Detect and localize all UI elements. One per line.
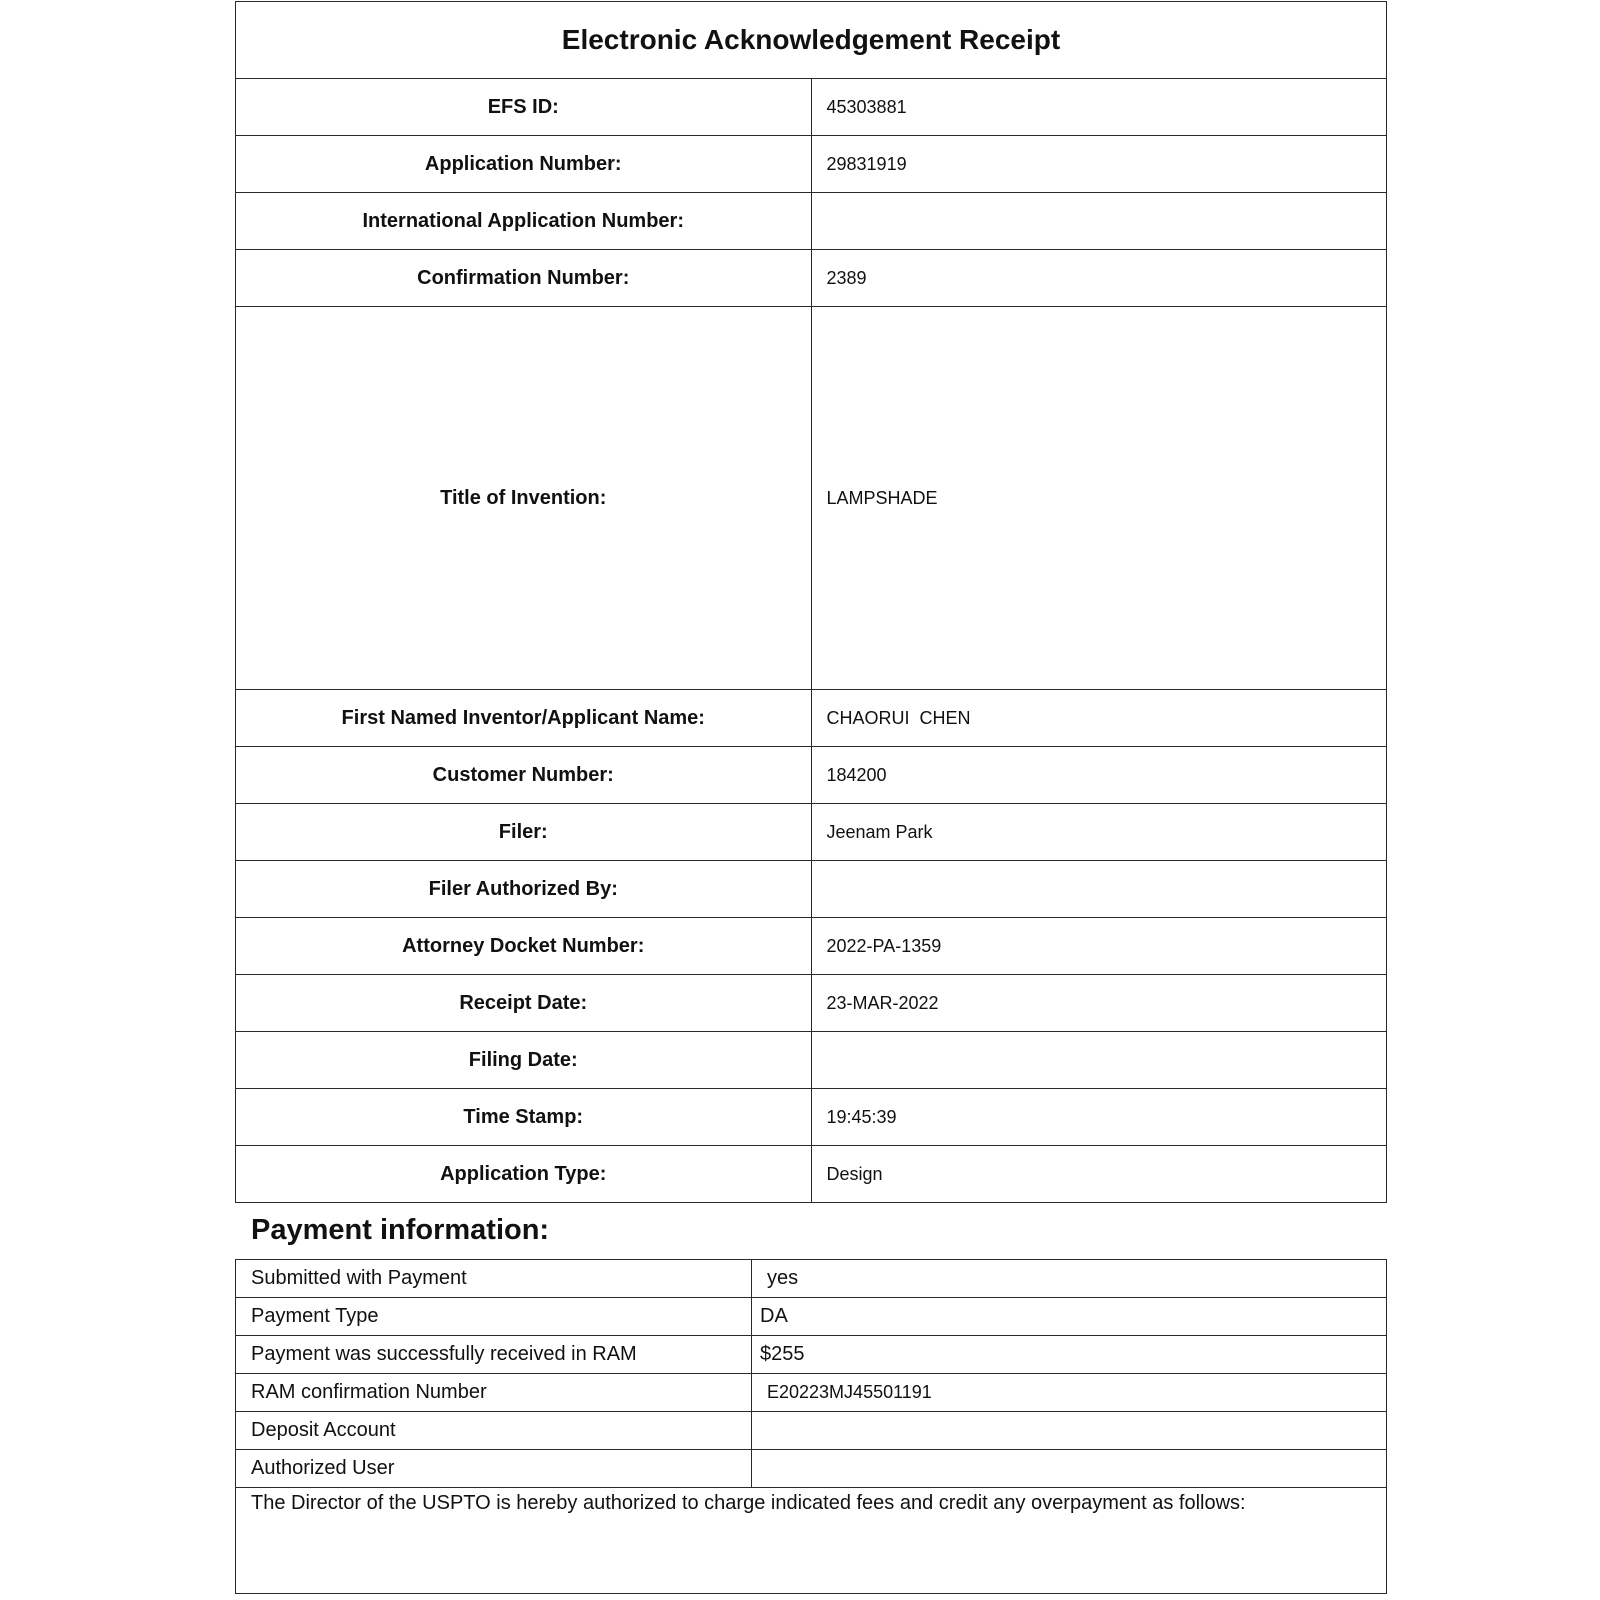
payment-label: Authorized User [236,1450,752,1488]
field-row-receipt-date [236,975,1387,1032]
field-row-title-of-invention [236,307,1387,690]
field-label: International Application Number: [236,193,812,250]
field-value: Design [811,1146,1387,1203]
payment-row-authorization-note [236,1488,1387,1594]
field-value: 19:45:39 [811,1089,1387,1146]
payment-label: Deposit Account [236,1412,752,1450]
field-row-application-type [236,1146,1387,1203]
field-row-filer-authorized-by [236,861,1387,918]
field-value: 2389 [811,250,1387,307]
payment-row-payment-received [236,1336,1387,1374]
field-row-efs-id [236,79,1387,136]
payment-value: E20223MJ45501191 [752,1374,1387,1412]
field-row-filing-date [236,1032,1387,1089]
document-title: Electronic Acknowledgement Receipt [236,2,1387,79]
receipt-page [235,1,1387,1594]
field-value: 184200 [811,747,1387,804]
field-label: Attorney Docket Number: [236,918,812,975]
payment-label: Payment was successfully received in RAM [236,1336,752,1374]
payment-row-ram-confirmation [236,1374,1387,1412]
field-row-customer-number [236,747,1387,804]
field-value: 2022-PA-1359 [811,918,1387,975]
payment-row-submitted-with-payment [236,1260,1387,1298]
field-value: CHAORUI CHEN [811,690,1387,747]
field-row-first-named-inventor [236,690,1387,747]
field-value: Jeenam Park [811,804,1387,861]
field-row-application-number [236,136,1387,193]
field-label: Customer Number: [236,747,812,804]
field-value: LAMPSHADE [811,307,1387,690]
field-value: 29831919 [811,136,1387,193]
field-label: Confirmation Number: [236,250,812,307]
payment-value: DA [752,1298,1387,1336]
field-row-attorney-docket-number [236,918,1387,975]
payment-label: Payment Type [236,1298,752,1336]
field-label: Receipt Date: [236,975,812,1032]
payment-heading: Payment information: [251,1214,550,1246]
payment-label: Submitted with Payment [236,1260,752,1298]
field-label: Time Stamp: [236,1089,812,1146]
payment-row-deposit-account [236,1412,1387,1450]
field-row-international-application-number [236,193,1387,250]
field-row-confirmation-number [236,250,1387,307]
field-label: Filer Authorized By: [236,861,812,918]
payment-value: yes [752,1260,1387,1298]
field-row-filer [236,804,1387,861]
field-value [811,193,1387,250]
payment-label: RAM confirmation Number [236,1374,752,1412]
field-label: Filer: [236,804,812,861]
receipt-table [235,1,1387,1203]
payment-value [752,1450,1387,1488]
field-row-time-stamp [236,1089,1387,1146]
field-label: Application Type: [236,1146,812,1203]
payment-row-payment-type [236,1298,1387,1336]
authorization-note: The Director of the USPTO is hereby authorized to charge indicated fees and credit any overpayment as follows: [236,1488,1387,1594]
field-value [811,1032,1387,1089]
field-label: Application Number: [236,136,812,193]
payment-value: $255 [752,1336,1387,1374]
field-label: Filing Date: [236,1032,812,1089]
field-value: 23-MAR-2022 [811,975,1387,1032]
field-value: 45303881 [811,79,1387,136]
payment-row-authorized-user [236,1450,1387,1488]
payment-value [752,1412,1387,1450]
field-label: First Named Inventor/Applicant Name: [236,690,812,747]
field-value [811,861,1387,918]
field-label: EFS ID: [236,79,812,136]
field-label: Title of Invention: [236,307,812,690]
payment-table [235,1259,1387,1594]
